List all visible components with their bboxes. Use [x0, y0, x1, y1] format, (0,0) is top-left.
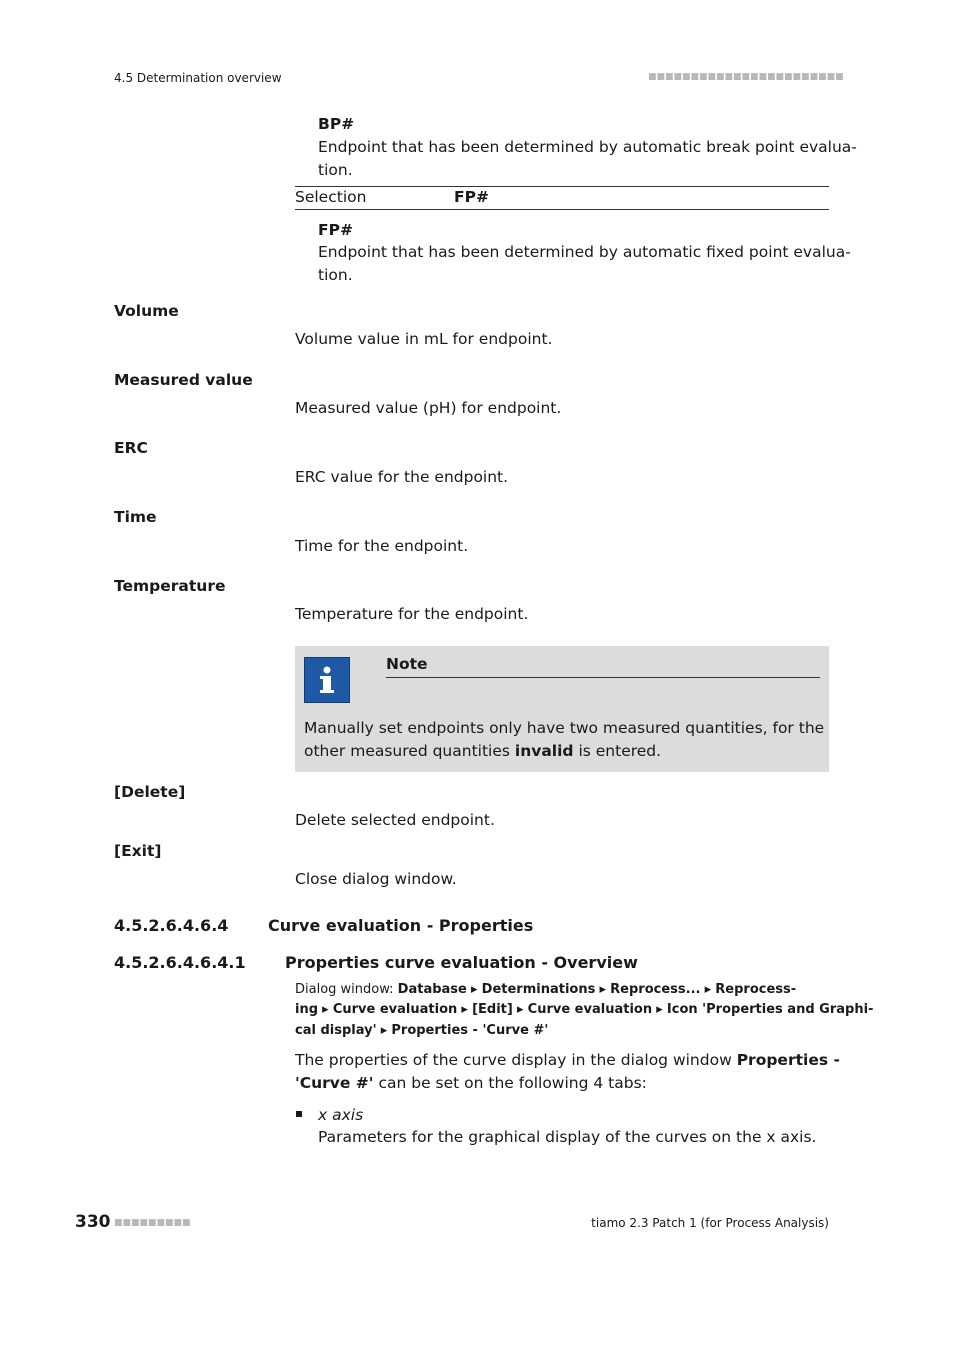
delete-desc: Delete selected endpoint. — [295, 811, 495, 829]
selection-label: Selection — [295, 188, 367, 206]
param-temperature-desc: Temperature for the endpoint. — [295, 605, 529, 623]
param-erc-term: ERC — [114, 439, 148, 457]
path-curve-evaluation-2: Curve evaluation — [527, 1002, 653, 1017]
subsection-title: Properties curve evaluation - Overview — [285, 953, 638, 972]
param-measured-desc: Measured value (pH) for endpoint. — [295, 399, 562, 417]
path-curve-evaluation: Curve evaluation — [332, 1002, 458, 1017]
arrow-icon: ▸ — [656, 1002, 663, 1017]
path-database: Database — [397, 982, 467, 997]
bp-title: BP# — [318, 115, 355, 133]
tab-x-axis-name: x axis — [318, 1106, 364, 1124]
exit-desc: Close dialog window. — [295, 870, 457, 888]
selection-bottom-rule — [295, 209, 829, 210]
selection-value: FP# — [454, 188, 489, 206]
arrow-icon: ▸ — [516, 1002, 524, 1017]
note-title-rule — [386, 677, 820, 678]
bp-desc-2: tion. — [318, 161, 353, 179]
running-header: 4.5 Determination overview — [114, 71, 282, 85]
param-volume-desc: Volume value in mL for endpoint. — [295, 330, 553, 348]
arrow-icon: ▸ — [380, 1023, 388, 1038]
section-title: Curve evaluation - Properties — [268, 916, 534, 935]
intro-line-2 — [295, 1072, 647, 1095]
path-properties-curve: Properties - 'Curve #' — [391, 1023, 549, 1038]
note-text-2-pre: other measured quantities — [304, 742, 515, 760]
header-dots: ■■■■■■■■■■■■■■■■■■■■■■■ — [648, 72, 844, 82]
note-text-2-post: is entered. — [573, 742, 662, 760]
note-text-2 — [304, 740, 661, 763]
exit-term: [Exit] — [114, 842, 162, 860]
note-title: Note — [386, 655, 428, 673]
footer-dots: ■■■■■■■■■ — [114, 1218, 191, 1228]
intro-dialog-name-end: 'Curve #' — [295, 1074, 374, 1092]
dialog-path-line-1 — [295, 979, 796, 1000]
param-temperature-term: Temperature — [114, 577, 226, 595]
intro-dialog-name: Properties - — [736, 1051, 840, 1069]
fp-desc-2: tion. — [318, 266, 353, 284]
page-number: 330 — [75, 1212, 111, 1232]
fp-desc-1: Endpoint that has been determined by automatic fixed point evalua- — [318, 243, 851, 261]
param-time-term: Time — [114, 508, 157, 526]
intro-text: The properties of the curve display in the dialog window — [295, 1051, 737, 1069]
info-icon — [304, 657, 350, 703]
arrow-icon: ▸ — [704, 982, 712, 997]
subsection-number: 4.5.2.6.4.6.4.1 — [114, 953, 246, 972]
arrow-icon: ▸ — [322, 1002, 329, 1017]
arrow-icon: ▸ — [461, 1002, 468, 1017]
path-icon-properties: Icon 'Properties and Graphi- — [666, 1002, 874, 1017]
param-volume-term: Volume — [114, 302, 179, 320]
bullet-marker — [296, 1111, 302, 1117]
tab-x-axis-desc: Parameters for the graphical display of the curves on the x axis. — [318, 1128, 817, 1146]
section-number: 4.5.2.6.4.6.4 — [114, 916, 229, 935]
path-reprocessing: Reprocess- — [715, 982, 797, 997]
arrow-icon: ▸ — [471, 982, 478, 997]
product-name: tiamo 2.3 Patch 1 (for Process Analysis) — [591, 1216, 829, 1230]
path-prefix: Dialog window: — [295, 982, 398, 997]
dialog-path-line-3 — [295, 1020, 548, 1041]
note-invalid-keyword: invalid — [514, 742, 574, 760]
intro-text-end: can be set on the following 4 tabs: — [373, 1074, 647, 1092]
dialog-path-line-2 — [295, 999, 873, 1020]
intro-line-1 — [295, 1049, 840, 1072]
param-measured-term: Measured value — [114, 371, 253, 389]
note-text-1: Manually set endpoints only have two measured quantities, for the — [304, 719, 825, 737]
bp-desc-1: Endpoint that has been determined by automatic break point evalua- — [318, 138, 857, 156]
path-reprocessing-end: ing — [295, 1002, 319, 1017]
selection-top-rule — [295, 186, 829, 187]
path-reprocess: Reprocess... — [610, 982, 701, 997]
arrow-icon: ▸ — [599, 982, 607, 997]
delete-term: [Delete] — [114, 783, 186, 801]
fp-title: FP# — [318, 221, 353, 239]
path-graphical-display: cal display' — [295, 1023, 377, 1038]
param-erc-desc: ERC value for the endpoint. — [295, 468, 509, 486]
path-edit: [Edit] — [472, 1002, 513, 1017]
path-determinations: Determinations — [481, 982, 596, 997]
param-time-desc: Time for the endpoint. — [295, 537, 469, 555]
